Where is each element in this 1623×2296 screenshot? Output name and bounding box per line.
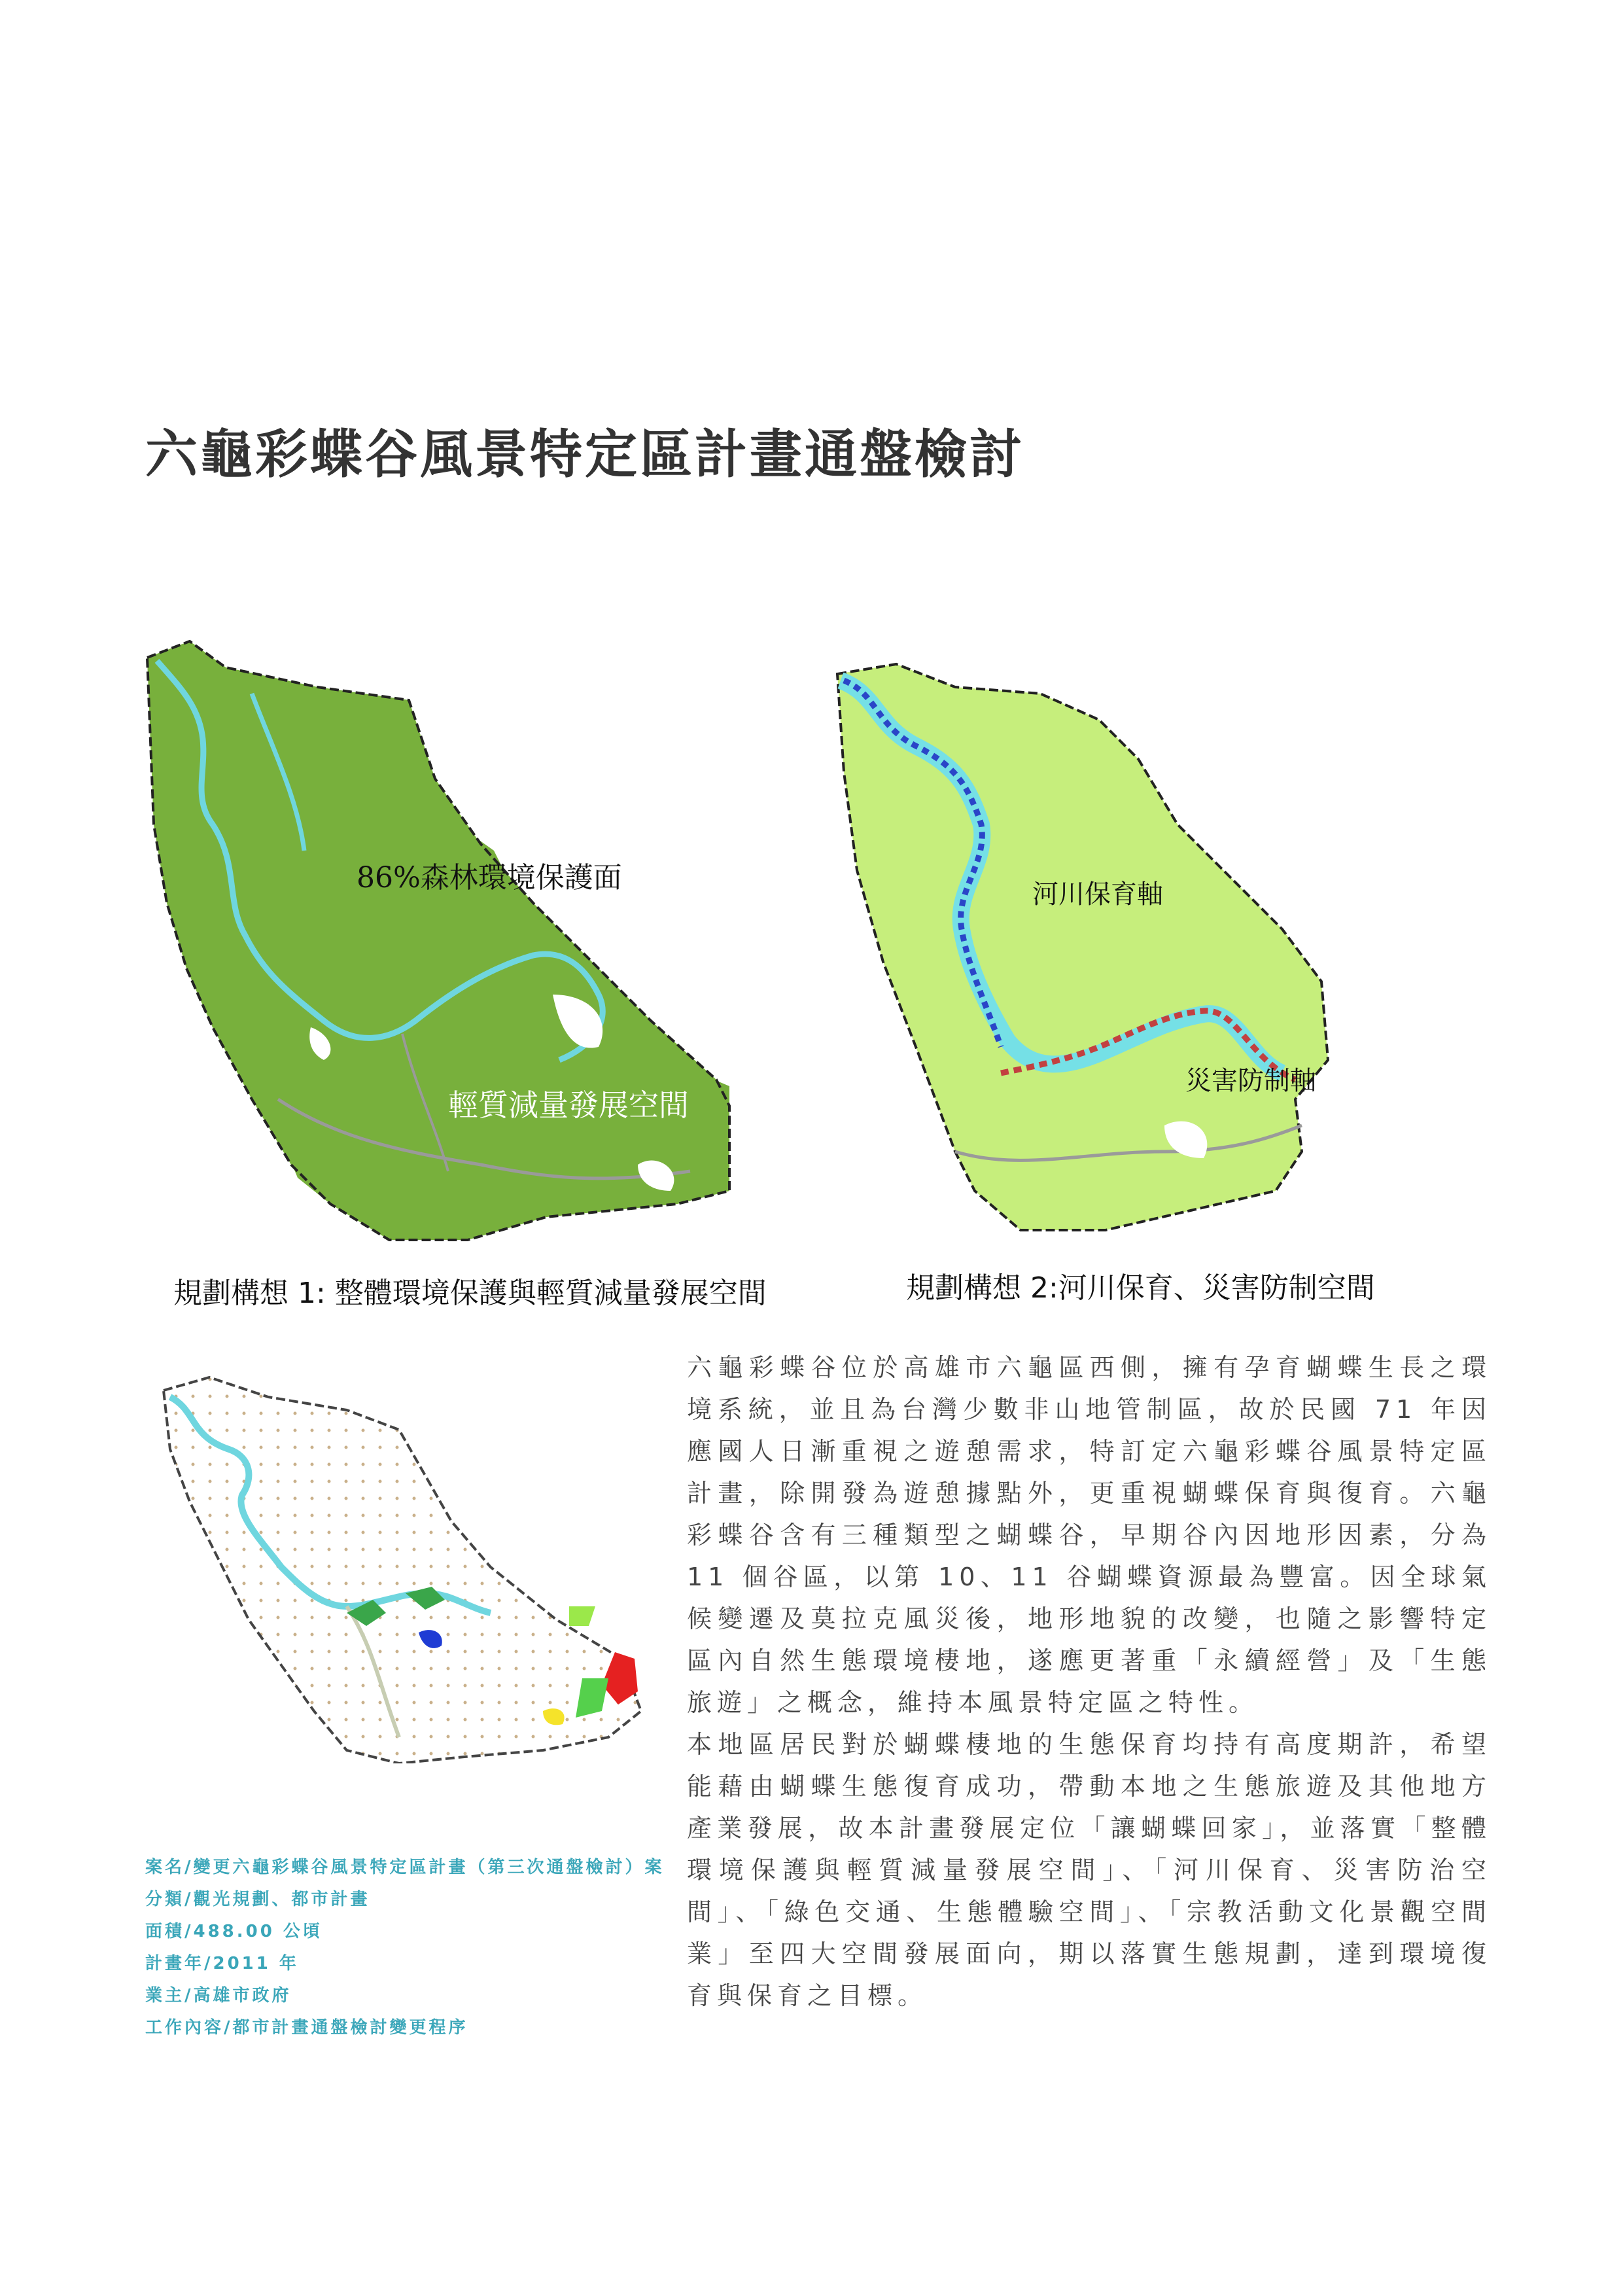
concept1-map (141, 628, 801, 1243)
forest-protection-label: 86%森林環境保護面 (357, 861, 622, 894)
description-paragraph-1: 六龜彩蝶谷位於高雄市六龜區西側，擁有孕育蝴蝶生長之環境系統，並且為台灣少數非山地管制區，故於民國 71 年因應國人日漸重視之遊憩需求，特訂定六龜彩蝶谷風景特定區計畫，除開發為遊憩據點外，更重視蝴蝶保育與復育。六龜彩蝶谷含有三種類型之蝴蝶谷，早期谷內因地形因素，分為 11 個谷區，以第 10、11 谷蝴蝶資源最為豐富。因全球氣候變遷及莫拉克風災後，地形地貌的改變，也隨之影響特定區內自然生態環境棲地，遂應更著重「永續經營」及「生態旅遊」之概念，維持本風景特定區之特性。 (687, 1353, 1492, 1717)
project-area: 面積/488.00 公頃 (145, 1922, 323, 1941)
land-use-map (150, 1371, 661, 1763)
project-year: 計畫年/2011 年 (145, 1954, 299, 1973)
project-description (687, 1347, 1492, 2017)
concept1-caption: 規劃構想 1: 整體環境保護與輕質減量發展空間 (173, 1277, 767, 1310)
light-development-label: 輕質減量發展空間 (448, 1087, 689, 1123)
concept2-caption: 規劃構想 2:河川保育、災害防制空間 (906, 1271, 1375, 1305)
disaster-axis-label: 災害防制軸 (1185, 1066, 1316, 1096)
project-info (145, 1852, 665, 2044)
whole-area (147, 641, 729, 1240)
lime-patch (569, 1606, 595, 1626)
project-category: 分類/觀光規劃、都市計畫 (145, 1890, 370, 1909)
description-paragraph-2: 本地區居民對於蝴蝶棲地的生態保育均持有高度期許，希望能藉由蝴蝶生態復育成功，帶動本地之生態旅遊及其他地方產業發展，故本計畫發展定位「讓蝴蝶回家」，並落實「整體環境保護與輕質減量發展空間」、「河川保育、災害防治空間」、「綠色交通、生態體驗空間」、「宗教活動文化景觀空間業」至四大空間發展面向，期以落實生態規劃，達到環境復育與保育之目標。 (687, 1730, 1492, 2010)
project-name: 案名/變更六龜彩蝶谷風景特定區計畫（第三次通盤檢討）案 (145, 1858, 665, 1877)
river-axis-label: 河川保育軸 (1032, 879, 1163, 910)
page-title: 六龜彩蝶谷風景特定區計畫通盤檢討 (145, 424, 1024, 485)
project-scope: 工作內容/都市計畫通盤檢討變更程序 (145, 2018, 468, 2038)
whole-area (164, 1377, 641, 1763)
concept2-map (824, 654, 1478, 1237)
project-client: 業主/高雄市政府 (145, 1986, 292, 2005)
